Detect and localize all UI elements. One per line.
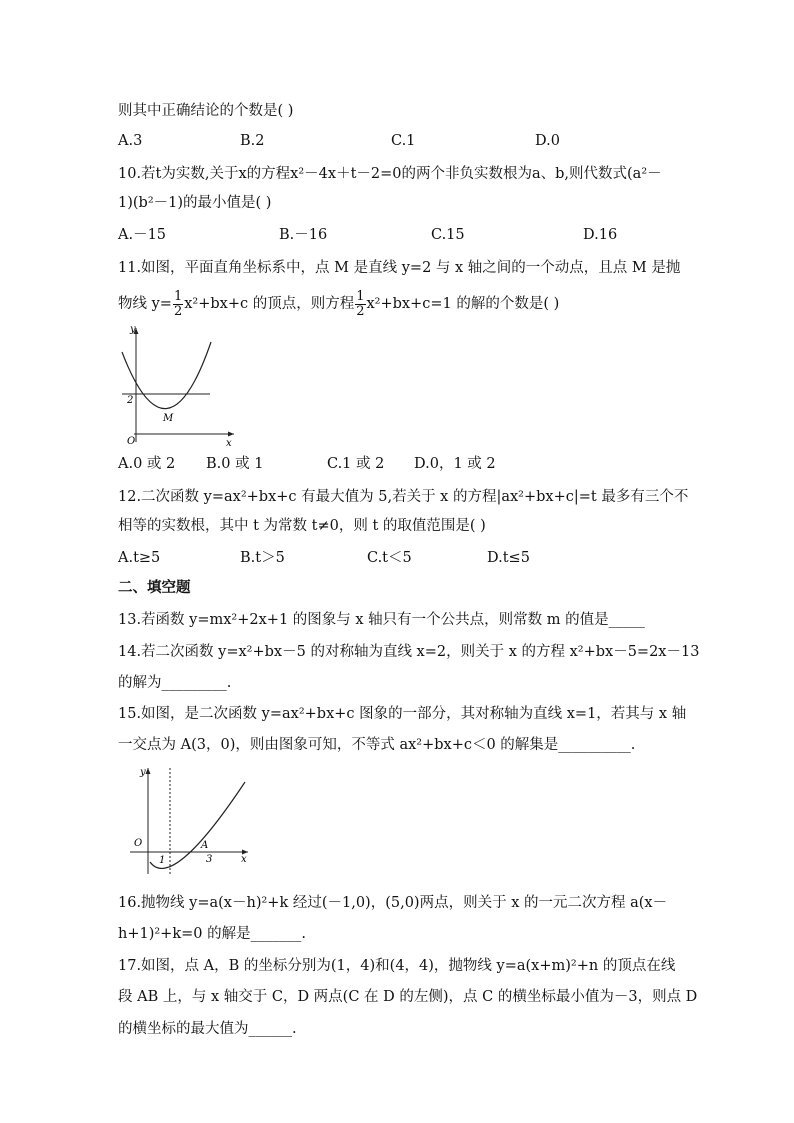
y-axis-label: y [130,324,136,335]
q12-option-a: A.t≥5 [118,550,161,566]
x-axis-arrow [228,432,234,437]
origin-label: O [134,838,143,849]
y-axis-arrow [146,768,151,774]
q9-option-d: D.0 [535,133,560,149]
q9-option-b: B.2 [240,133,265,149]
q10-text-line2: 1)(b²－1)的最小值是( ) [118,195,272,211]
q16-text-line1: 16.抛物线 y=a(x－h)²+k 经过(－1,0)，(5,0)两点，则关于 x 的一元二次方程 a(x－ [118,895,668,911]
q12-option-d: D.t≤5 [487,550,530,566]
q14-text-line1: 14.若二次函数 y=x²+bx－5 的对称轴为直线 x=2，则关于 x 的方程 x²+bx－5=2x－13 [118,644,700,660]
origin-label: O [127,436,136,446]
q9-option-c: C.1 [391,133,416,149]
q9-question-tail: 则其中正确结论的个数是( ) [118,103,294,119]
fraction-denominator: 2 [173,303,183,319]
q11-option-c: C.1 或 2 [327,456,385,472]
q15-parabola-graph [126,764,252,882]
q11-text-part-c: x²+bx+c=1 的解的个数是( ) [366,296,560,312]
fraction-half-1 [173,290,183,319]
x-axis-label: x [241,854,247,865]
fraction-numerator: 1 [356,288,365,304]
tick-label-2: 2 [127,395,134,406]
q10-text-line1: 10.若t为实数,关于x的方程x²－4x＋t－2=0的两个非负实数根为a、b,则代数式(a²－ [118,166,662,182]
fraction-denominator: 2 [356,303,365,319]
q11-option-d: D.0，1 或 2 [414,456,496,472]
q16-text-line2: h+1)²+k=0 的解是_______. [118,926,306,942]
q13-text-line1: 13.若函数 y=mx²+2x+1 的图象与 x 轴只有一个公共点，则常数 m 的值是_____ [118,612,645,628]
q11-parabola-graph [118,322,238,450]
tick-label-1: 1 [159,855,166,866]
q10-option-d: D.16 [583,227,618,243]
tick-label-3: 3 [206,854,213,865]
q17-text-line3: 的横坐标的最大值为______. [118,1021,297,1037]
q11-text-line2 [118,287,559,321]
point-label-a: A [201,840,209,851]
q15-text-line1: 15.如图，是二次函数 y=ax²+bx+c 图象的一部分，其对称轴为直线 x=1，若其与 x 轴 [118,706,687,722]
q10-option-a: A.－15 [118,227,167,243]
q10-option-c: C.15 [431,227,465,243]
vertex-label-m: M [163,413,174,424]
section-title: 二、填空题 [118,579,191,596]
q15-text-line2: 一交点为 A(3，0)，则由图象可知，不等式 ax²+bx+c＜0 的解集是__________. [118,737,636,753]
q11-text-line1: 11.如图，平面直角坐标系中，点 M 是直线 y=2 与 x 轴之间的一个动点，且点 M 是抛 [118,260,681,276]
q12-option-b: B.t＞5 [240,550,285,566]
q12-text-line1: 12.二次函数 y=ax²+bx+c 有最大值为 5,若关于 x 的方程|ax²+bx+c|=t 最多有三个不 [118,489,689,505]
q17-text-line2: 段 AB 上，与 x 轴交于 C，D 两点(C 在 D 的左侧)，点 C 的横坐标最小值为－3，则点 D [118,989,698,1005]
q11-option-b: B.0 或 1 [206,456,264,472]
parabola-curve [122,342,211,409]
q11-text-part-a: 物线 y= [118,296,172,312]
q14-text-line2: 的解为_________. [118,675,232,691]
q10-option-b: B.－16 [279,227,328,243]
x-axis-label: x [226,438,232,446]
q17-text-line1: 17.如图，点 A，B 的坐标分别为(1，4)和(4，4)，抛物线 y=a(x+m)²+n 的顶点在线 [118,958,676,974]
q11-option-a: A.0 或 2 [118,456,176,472]
q12-text-line2: 相等的实数根，其中 t 为常数 t≠0，则 t 的取值范围是( ) [118,518,486,534]
q11-text-part-b: x²+bx+c 的顶点，则方程 [184,296,355,312]
q12-option-c: C.t＜5 [367,550,412,566]
y-axis-label: y [140,767,146,778]
fraction-half-2 [355,290,365,319]
q9-option-a: A.3 [118,133,143,149]
fraction-numerator: 1 [173,288,183,304]
